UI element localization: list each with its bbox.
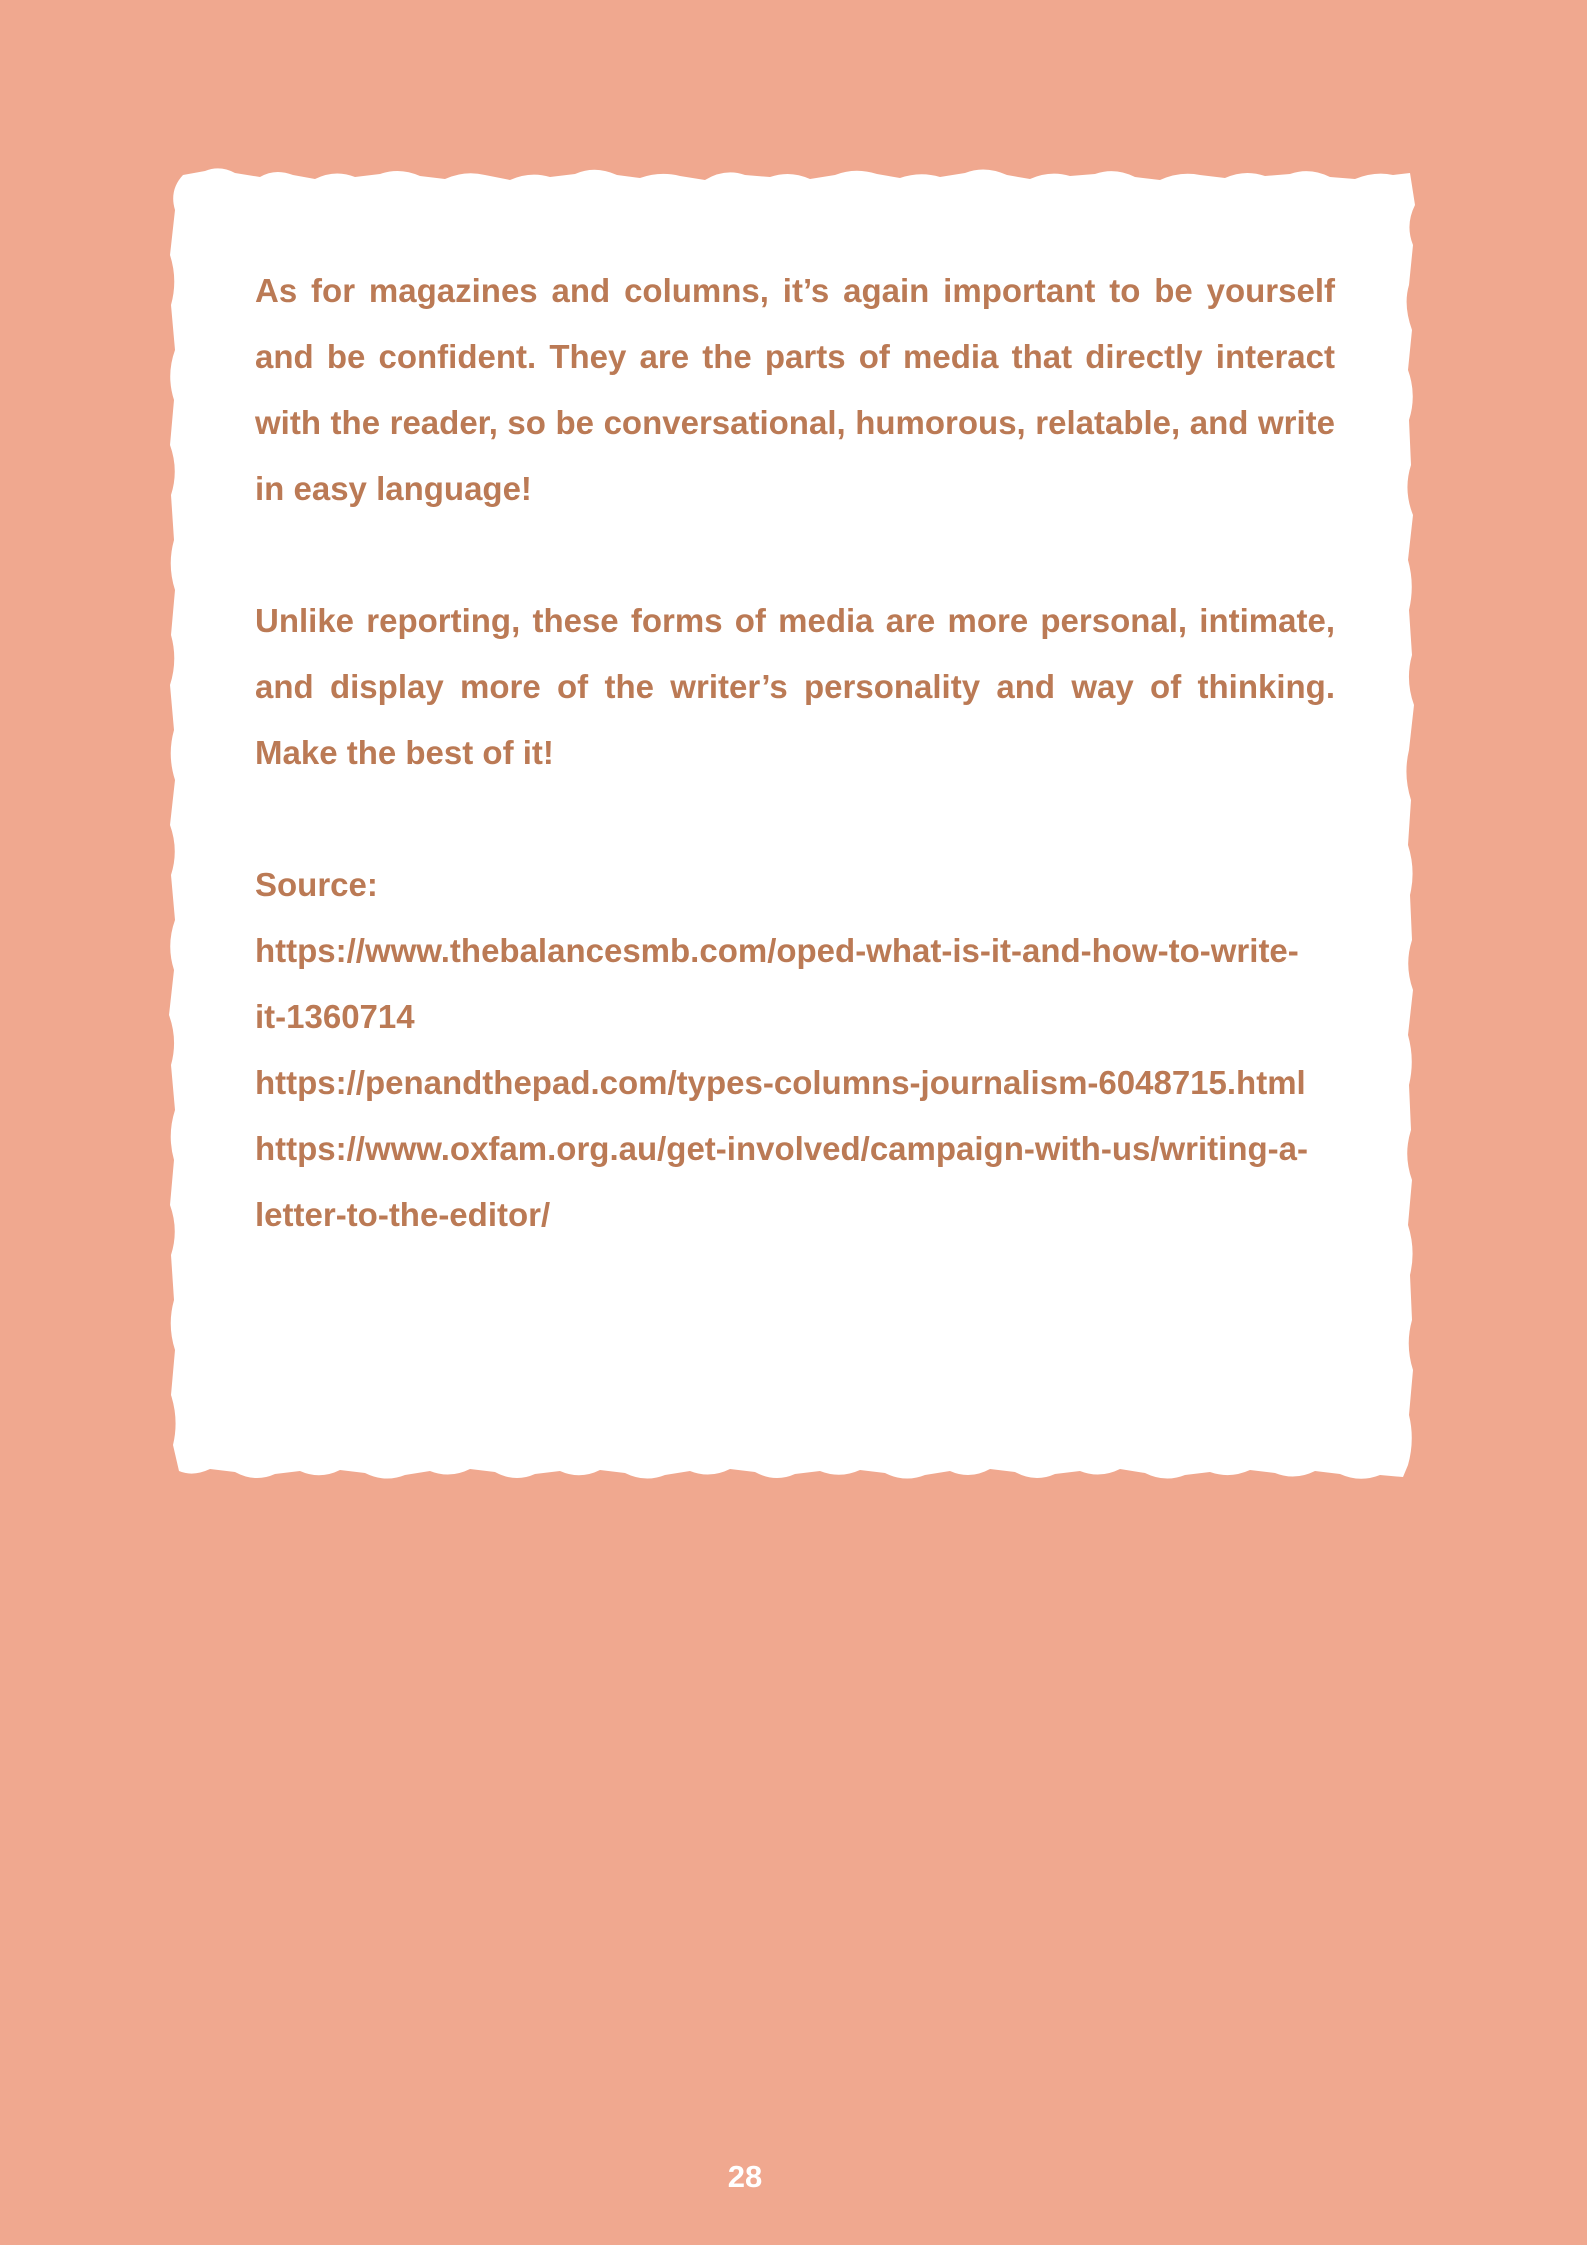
paragraph-spacer <box>255 522 1335 588</box>
source-link-thebalancesmb-continued[interactable]: it-1360714 <box>255 998 415 1035</box>
paragraph-magazines-columns: As for magazines and columns, it’s again important to be yourself and be confident. They are the parts of media that directly interact with the reader, so be conversational, humorous, relatable, and write in easy language! <box>255 272 1335 507</box>
source-link-oxfam[interactable]: https://www.oxfam.org.au/get-involved/campaign-with-us/writing-a- <box>255 1130 1308 1167</box>
torn-paper-card <box>165 165 1420 1485</box>
paragraph-spacer <box>255 786 1335 852</box>
sources-section <box>255 852 1335 1248</box>
page-number: 28 <box>727 2159 763 2194</box>
source-link-penandthepad[interactable]: https://penandthepad.com/types-columns-journalism-6048715.html <box>255 1064 1306 1101</box>
paragraph-personal-media: Unlike reporting, these forms of media are more personal, intimate, and display more of the writer’s personality and way of thinking. Make the best of it! <box>255 602 1335 771</box>
page-content <box>255 258 1335 1248</box>
source-link-oxfam-continued[interactable]: letter-to-the-editor/ <box>255 1196 551 1233</box>
source-link-thebalancesmb[interactable]: https://www.thebalancesmb.com/oped-what-is-it-and-how-to-write- <box>255 932 1299 969</box>
sources-label: Source: <box>255 866 378 903</box>
